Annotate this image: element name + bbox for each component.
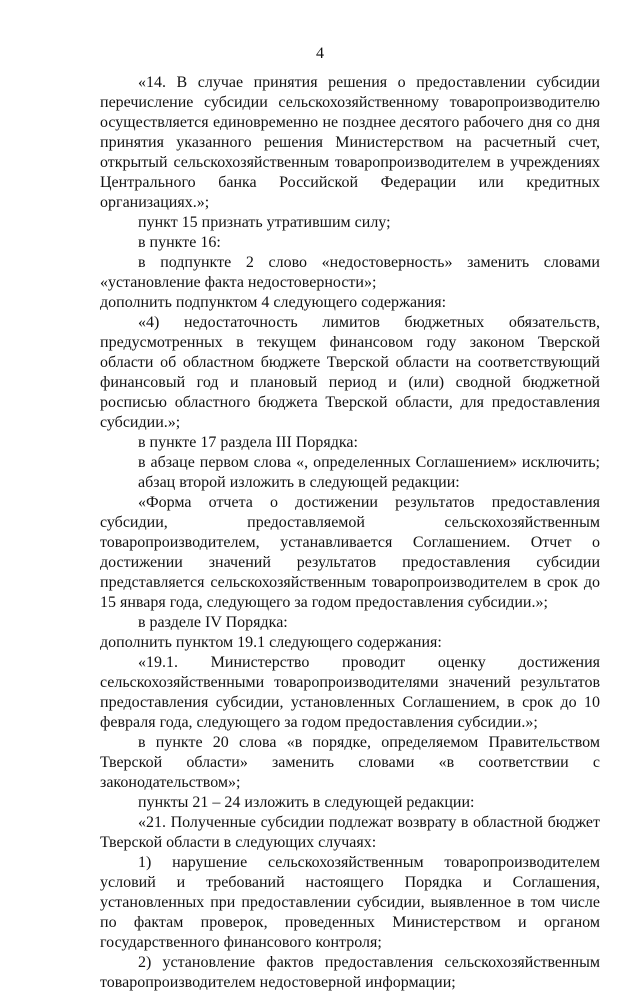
- paragraph-points-21-24: пункты 21 – 24 изложить в следующей редакции:: [138, 794, 475, 811]
- paragraph-point-16: в пункте 16:: [138, 234, 221, 251]
- paragraph-21-text: «21. Полученные субсидии подлежат возврату в областной бюджет Тверской области в следующих случаях:: [100, 814, 600, 851]
- paragraph-point-17: в пункте 17 раздела III Порядка:: [138, 434, 358, 451]
- document-body: [100, 73, 600, 993]
- paragraph-21-item-1: 1) нарушение сельскохозяйственным товаропроизводителем условий и требований настоящего Порядка и Соглашения, установленных при предоставлении субсидии, выявленное в том числе по фактам проверок, проведенных Министерством и органом государственного финансового контроля;: [100, 854, 600, 951]
- paragraph-add-point-19-1: дополнить пунктом 19.1 следующего содержания:: [100, 634, 442, 651]
- paragraph-first-abzac: в абзаце первом слова «, определенных Соглашением» исключить;: [138, 454, 600, 471]
- paragraph-report-form: «Форма отчета о достижении результатов предоставления субсидии, предоставляемой сельскохозяйственным товаропроизводителем, устанавливается Соглашением. Отчет о достижении значений результатов предоставления субсидии представляется сельскохозяйственным товаропроизводителем в срок до 15 января года, следующего за годом предоставления субсидии.»;: [100, 494, 600, 611]
- paragraph-14: «14. В случае принятия решения о предоставлении субсидии перечисление субсидии сельскохозяйственному товаропроизводителю осуществляется единовременно не позднее десятого рабочего дня со дня принятия указанного решения Министерством на расчетный счет, открытый сельскохозяйственным товаропроизводителем в учреждениях Центрального банка Российской Федерации или кредитных организациях.»;: [100, 74, 600, 211]
- paragraph-second-abzac: абзац второй изложить в следующей редакции:: [138, 474, 460, 491]
- paragraph-add-subpoint-4: дополнить подпунктом 4 следующего содержания:: [100, 294, 447, 311]
- paragraph-19-1-text: «19.1. Министерство проводит оценку достижения сельскохозяйственными товаропроизводителями значений результатов предоставления субсидии, установленных Соглашением, в срок до 10 февраля года, следующего за годом предоставления субсидии.»;: [100, 654, 600, 731]
- paragraph-point-20: в пункте 20 слова «в порядке, определяемом Правительством Тверской области» заменить словами «в соответствии с законодательством»;: [100, 734, 600, 791]
- page-number: 4: [316, 45, 324, 62]
- paragraph-section-4: в разделе IV Порядка:: [138, 614, 288, 631]
- paragraph-21-item-2: 2) установление фактов предоставления сельскохозяйственным товаропроизводителем недостоверной информации;: [100, 954, 600, 991]
- paragraph-subpoint-4-text: «4) недостаточность лимитов бюджетных обязательств, предусмотренных в текущем финансовом году законом Тверской области об областном бюджете Тверской области на соответствующий финансовый год и плановый период и (или) сводной бюджетной росписью областного бюджета Тверской области, для предоставления субсидии.»;: [100, 314, 600, 431]
- paragraph-subpoint-2: в подпункте 2 слово «недостоверность» заменить словами «установление факта недостоверности»;: [100, 254, 600, 291]
- paragraph-point-15: пункт 15 признать утратившим силу;: [138, 214, 391, 231]
